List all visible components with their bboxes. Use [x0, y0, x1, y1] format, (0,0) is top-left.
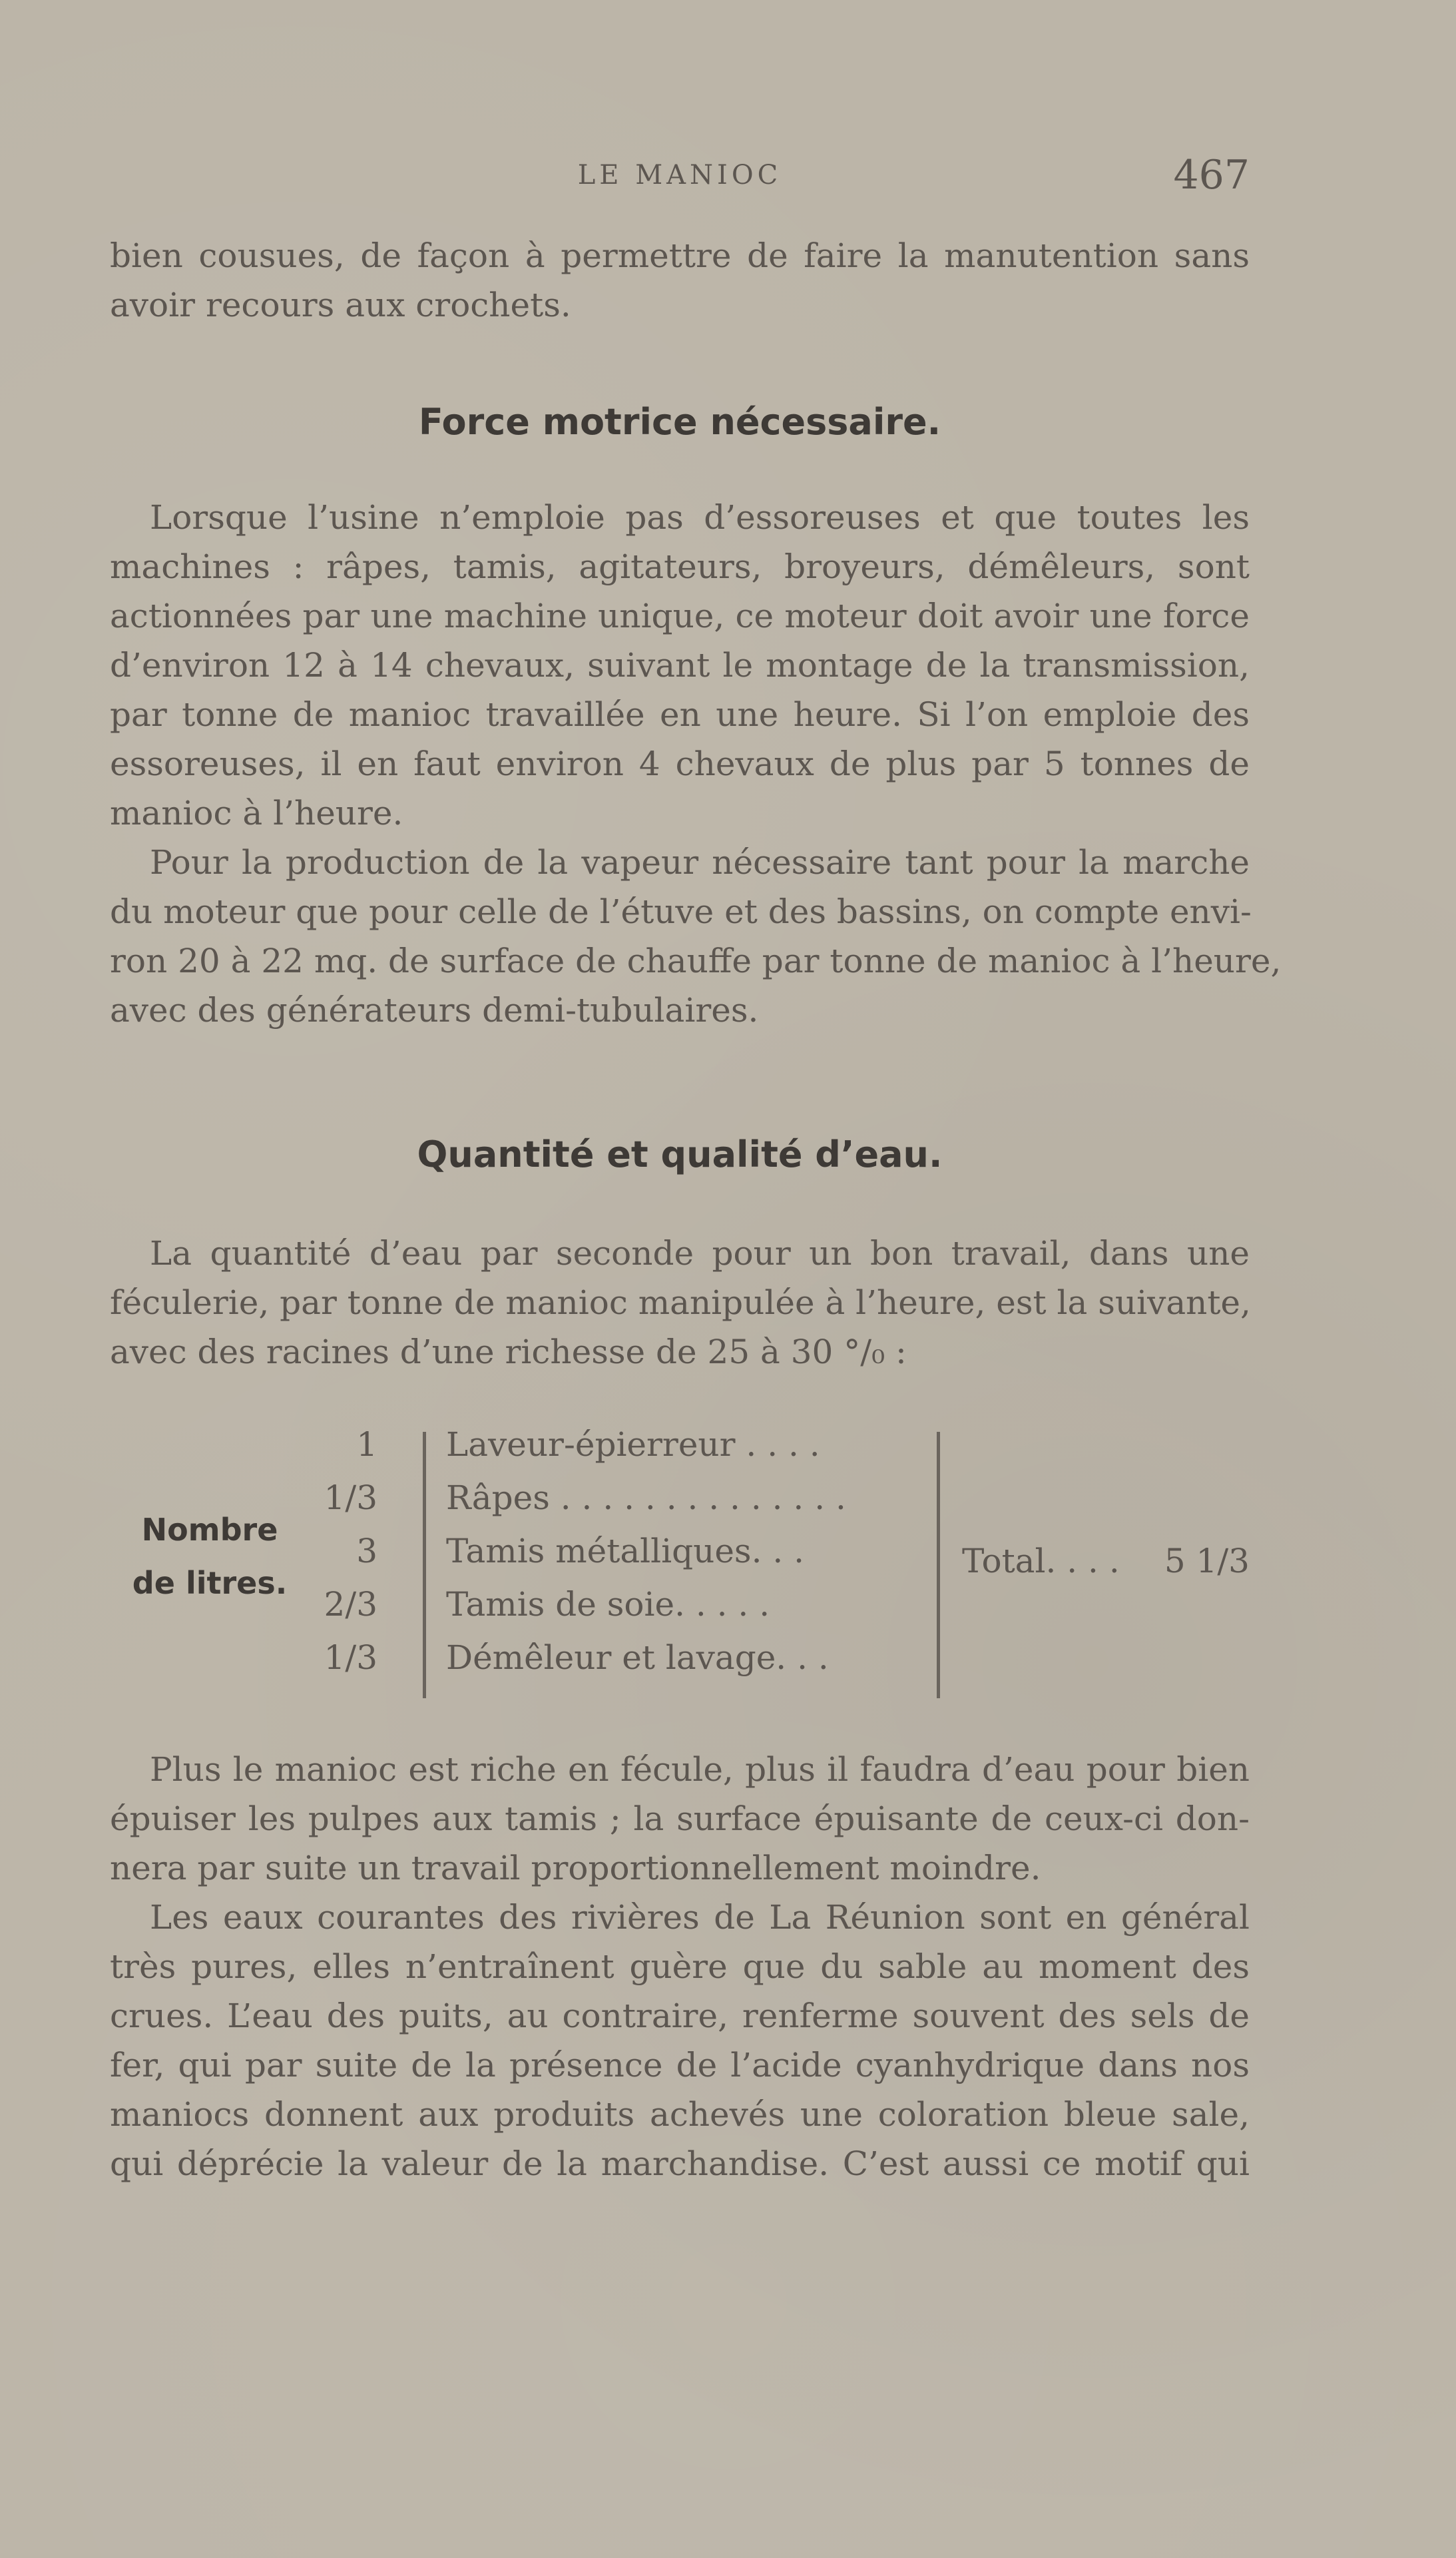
- water-quantity-table: [110, 1419, 1250, 1712]
- text-line: bien cousues, de façon à permettre de faire la manutention sans: [110, 236, 1250, 275]
- text-line: actionnées par une machine unique, ce moteur doit avoir une force: [110, 597, 1250, 635]
- table-row-value: 2/3: [324, 1585, 377, 1624]
- table-row-label: Tamis métalliques. . .: [446, 1532, 805, 1570]
- paragraph-continuation: [110, 231, 1250, 330]
- text-line: Plus le manioc est riche en fécule, plus il faudra d’eau pour bien: [150, 1750, 1250, 1789]
- text-line: essoreuses, il en faut environ 4 chevaux de plus par 5 tonnes de: [110, 745, 1250, 783]
- text-line: fer, qui par suite de la présence de l’acide cyanhydrique dans nos: [110, 2046, 1250, 2084]
- text-line: Les eaux courantes des rivières de La Réunion sont en général: [150, 1898, 1250, 1937]
- table-row-value: 1/3: [324, 1478, 377, 1517]
- left-brace: [423, 1432, 426, 1698]
- text-line: avoir recours aux crochets.: [110, 286, 571, 324]
- table-row-label: Râpes . . . . . . . . . . . . . .: [446, 1478, 846, 1517]
- text-line: nera par suite un travail proportionnellement moindre.: [110, 1849, 1041, 1887]
- text-line: machines : râpes, tamis, agitateurs, broyeurs, démêleurs, sont: [110, 547, 1250, 586]
- table-row-label: Tamis de soie. . . . .: [446, 1585, 770, 1624]
- text-line: épuiser les pulpes aux tamis ; la surface épuisante de ceux-ci don-: [110, 1799, 1250, 1838]
- text-line: qui déprécie la valeur de la marchandise. C’est aussi ce motif qui: [110, 2144, 1250, 2183]
- table-label-nombre: Nombre: [141, 1512, 278, 1548]
- table-label-litres: de litres.: [132, 1565, 288, 1601]
- text-line: très pures, elles n’entraînent guère que du sable au moment des: [110, 1947, 1250, 1986]
- paragraph-eaux-courantes: [110, 1893, 1250, 2188]
- paragraph-richesse: [110, 1745, 1250, 1893]
- section-heading-eau: Quantité et qualité d’eau.: [417, 1133, 943, 1175]
- table-row-value: 1: [356, 1425, 377, 1464]
- text-line: du moteur que pour celle de l’étuve et des bassins, on compte envi-: [110, 892, 1252, 931]
- table-row-label: Laveur-épierreur . . . .: [446, 1425, 820, 1464]
- total-value: 5 1/3: [1164, 1542, 1250, 1580]
- running-title: LE MANIOC: [577, 160, 782, 190]
- text-line: crues. L’eau des puits, au contraire, renferme souvent des sels de: [110, 1997, 1250, 2035]
- table-row-label: Démêleur et lavage. . .: [446, 1638, 829, 1677]
- running-header: [110, 152, 1250, 198]
- total-label: Total. . . .: [962, 1542, 1120, 1580]
- text-line: ron 20 à 22 mq. de surface de chauffe par tonne de manioc à l’heure,: [110, 942, 1282, 980]
- text-line: Lorsque l’usine n’emploie pas d’essoreuses et que toutes les: [150, 498, 1250, 537]
- table-row-value: 1/3: [324, 1638, 377, 1677]
- paragraph-force-motrice: [110, 493, 1250, 838]
- text-line: avec des racines d’une richesse de 25 à 30 °/₀ :: [110, 1333, 907, 1371]
- text-line: féculerie, par tonne de manioc manipulée à l’heure, est la suivante,: [110, 1283, 1251, 1322]
- text-line: avec des générateurs demi-tubulaires.: [110, 991, 759, 1030]
- text-line: par tonne de manioc travaillée en une heure. Si l’on emploie des: [110, 695, 1250, 734]
- text-line: d’environ 12 à 14 chevaux, suivant le montage de la transmission,: [110, 646, 1250, 685]
- text-line: Pour la production de la vapeur nécessaire tant pour la marche: [150, 843, 1250, 882]
- page-number: 467: [1173, 152, 1250, 198]
- text-line: La quantité d’eau par seconde pour un bon travail, dans une: [150, 1234, 1250, 1273]
- section-heading-force-motrice: Force motrice nécessaire.: [418, 401, 941, 443]
- paragraph-vapeur: [110, 838, 1282, 1035]
- paragraph-quantite-eau: [110, 1229, 1250, 1377]
- text-line: manioc à l’heure.: [110, 794, 403, 832]
- right-brace: [937, 1432, 940, 1698]
- text-line: maniocs donnent aux produits achevés une coloration bleue sale,: [110, 2095, 1250, 2134]
- table-row-value: 3: [356, 1532, 377, 1570]
